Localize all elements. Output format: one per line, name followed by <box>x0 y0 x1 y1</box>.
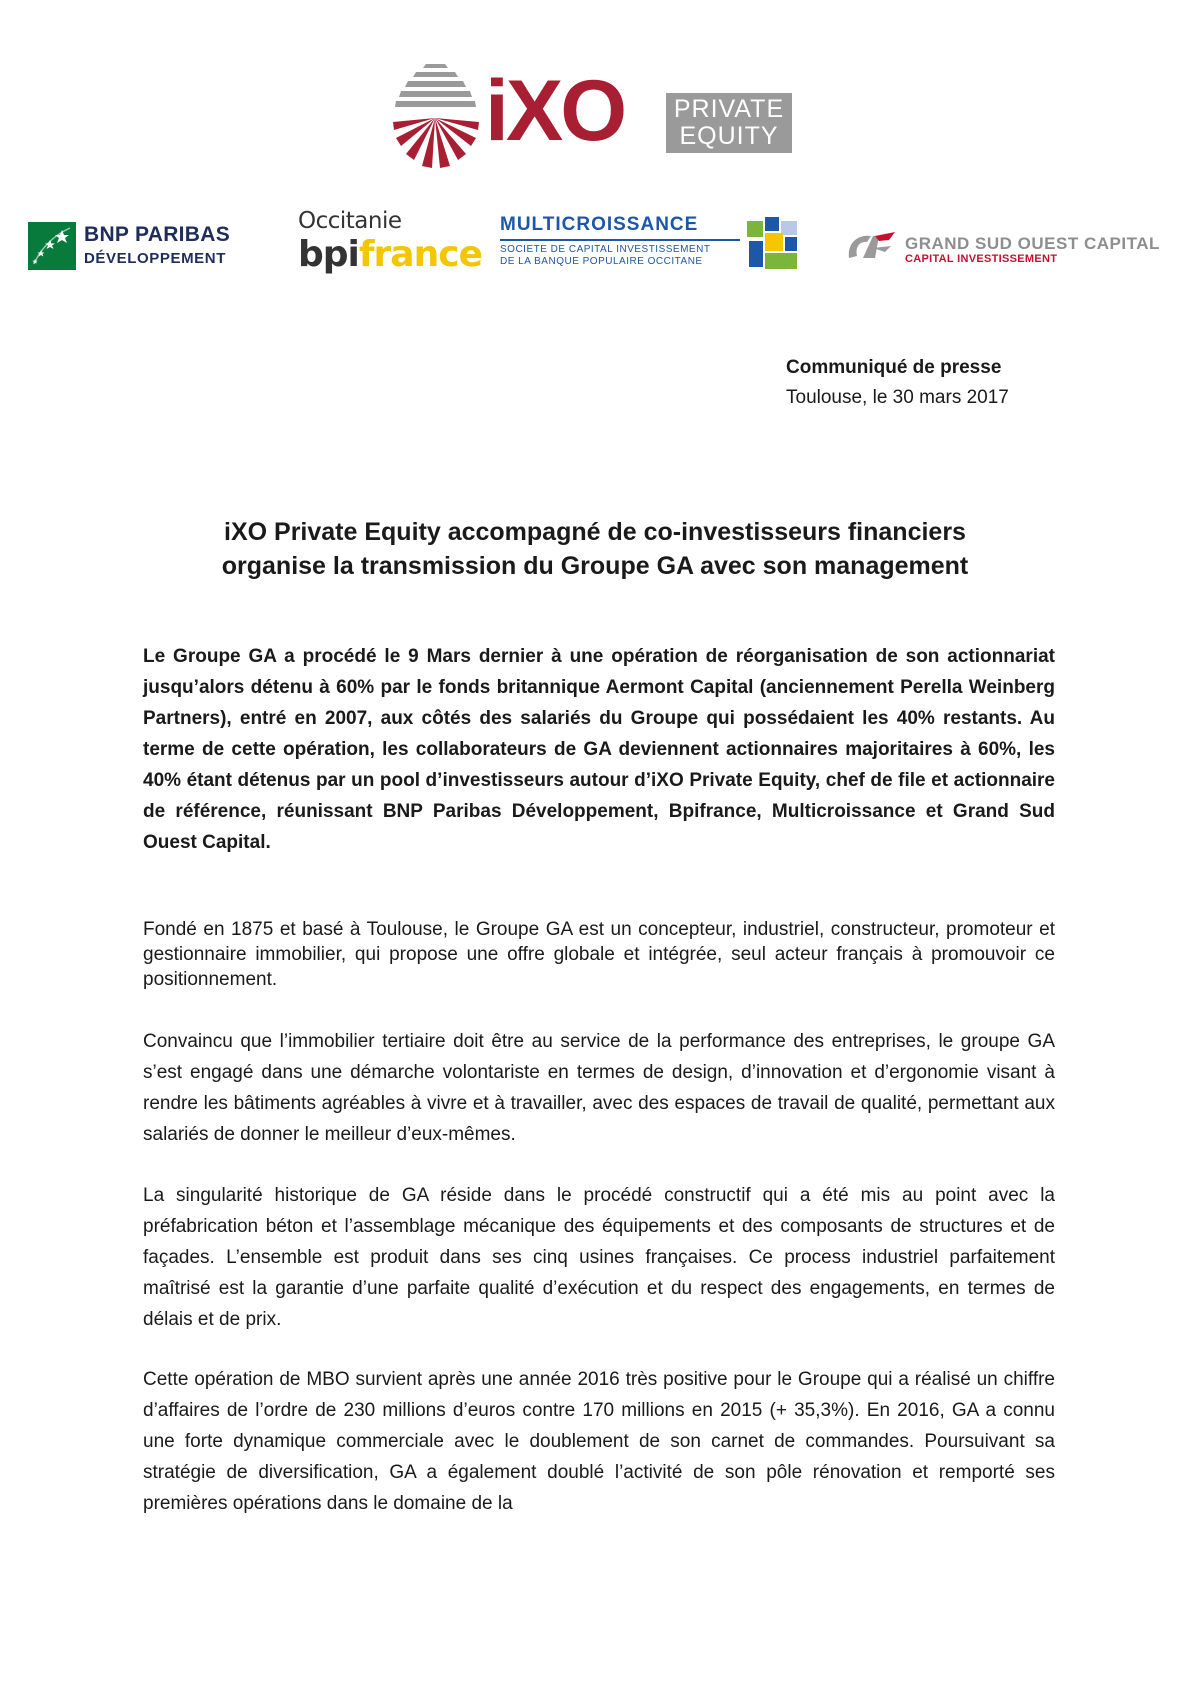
multicroissance-logo <box>500 215 810 275</box>
gsoc-name: GRAND SUD OUEST CAPITAL <box>905 234 1160 253</box>
grand-sud-ouest-capital-logo <box>845 228 1165 268</box>
bpi-brand-a: bpi <box>298 234 359 275</box>
ixo-badge-line1: PRIVATE <box>673 95 785 123</box>
headline-line-2: organise la transmission du Groupe GA avec son management <box>221 552 969 580</box>
press-release-label: Communiqué de presse <box>786 357 1002 378</box>
ixo-emblem-icon <box>388 60 483 175</box>
credit-agricole-mark-icon <box>845 228 899 264</box>
ixo-private-equity-badge <box>666 93 792 153</box>
multicroissance-rule <box>500 239 740 241</box>
paragraph-mbo: Cette opération de MBO survient après une année 2016 très positive pour le Groupe qui a réalisé un chiffre d’affaires de l’ordre de 230 millions d’euros contre 170 millions en 2015 (+ 35,3%). En 2016, GA a connu une forte dynamique commerciale avec le doublement de son carnet de commandes. Poursuivant sa stratégie de diversification, GA a également doublé l’activité de son pôle rénovation et remporté ses premières opérations dans le domaine de la <box>143 1369 1055 1514</box>
ixo-badge-line2: EQUITY <box>679 122 779 150</box>
multicroissance-squares-icon <box>745 215 801 271</box>
bpi-region: Occitanie <box>298 208 402 234</box>
multicroissance-title: MULTICROISSANCE <box>500 214 699 235</box>
bpifrance-occitanie-logo <box>298 208 482 285</box>
ixo-private-equity-logo <box>388 60 808 185</box>
press-release-date: Toulouse, le 30 mars 2017 <box>786 387 1009 408</box>
bpi-brand <box>298 234 482 275</box>
multicroissance-subtitle-1: SOCIETE DE CAPITAL INVESTISSEMENT <box>500 244 711 255</box>
bnp-stars-icon <box>28 222 76 270</box>
headline <box>100 515 1090 583</box>
gsoc-subtitle: CAPITAL INVESTISSEMENT <box>905 253 1058 265</box>
bnp-name: BNP PARIBAS <box>84 223 231 246</box>
ixo-wordmark: iXO <box>485 63 625 159</box>
multicroissance-subtitle-2: DE LA BANQUE POPULAIRE OCCITANE <box>500 256 703 267</box>
paragraph-foundation: Fondé en 1875 et basé à Toulouse, le Groupe GA est un concepteur, industriel, constructeur, promoteur et gestionnaire immobilier, qui propose une offre globale et intégrée, seul acteur français à promouvoir ce positionnement. <box>143 919 1055 990</box>
bnp-paribas-developpement-logo <box>28 222 268 272</box>
bnp-subtitle: DÉVELOPPEMENT <box>84 250 226 267</box>
paragraph-process: La singularité historique de GA réside dans le procédé constructif qui a été mis au point avec la préfabrication béton et l’assemblage mécanique des équipements et des composants de structures et de façades. L’ensemble est produit dans ses cinq usines françaises. Ce process industriel parfaitement maîtrisé est la garantie d’une parfaite qualité d’exécution et du respect des engagements, en termes de délais et de prix. <box>143 1185 1055 1330</box>
headline-line-1: iXO Private Equity accompagné de co-investisseurs financiers <box>224 518 966 546</box>
lead-paragraph: Le Groupe GA a procédé le 9 Mars dernier à une opération de réorganisation de son actionnariat jusqu’alors détenu à 60% par le fonds britannique Aermont Capital (anciennement Perella Weinberg Partners), entré en 2007, aux côtés des salariés du Groupe qui possédaient les 40% restants. Au terme de cette opération, les collaborateurs de GA deviennent actionnaires majoritaires à 60%, les 40% étant détenus par un pool d’investisseurs autour d’iXO Private Equity, chef de file et actionnaire de référence, réunissant BNP Paribas Développement, Bpifrance, Multicroissance et Grand Sud Ouest Capital. <box>143 646 1055 853</box>
paragraph-strategy: Convaincu que l’immobilier tertiaire doit être au service de la performance des entreprises, le groupe GA s’est engagé dans une démarche volontariste en termes de design, d’innovation et d’ergonomie visant à rendre les bâtiments agréables à vivre et à travailler, avec des espaces de travail de qualité, permettant aux salariés de donner le meilleur d’eux-mêmes. <box>143 1031 1055 1145</box>
bpi-brand-b: france <box>358 234 482 275</box>
